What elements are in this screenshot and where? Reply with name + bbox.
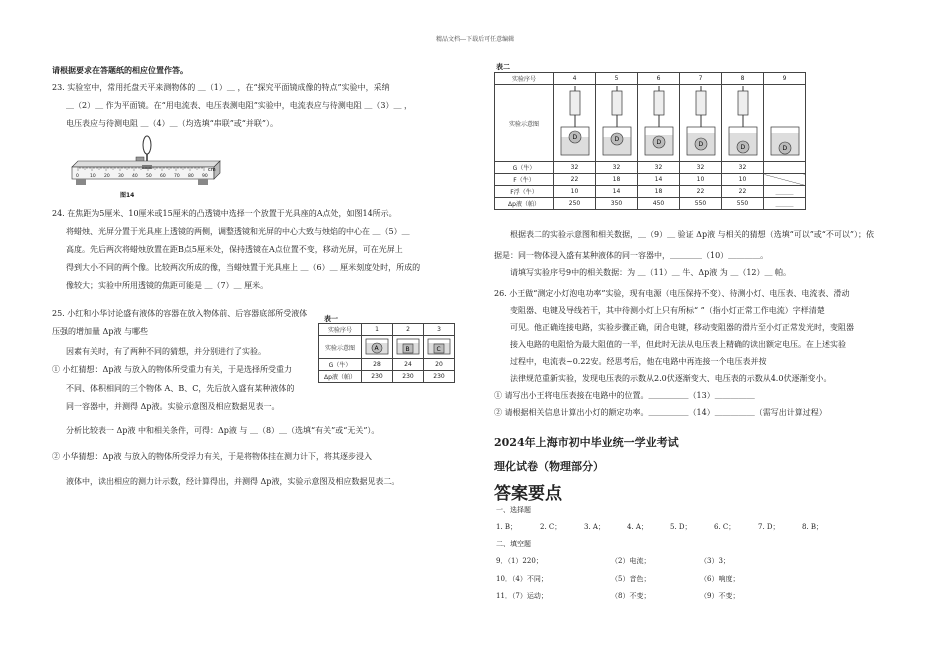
fill-9-2: （2）电流；	[611, 557, 651, 565]
table1	[318, 323, 455, 383]
t2-label-seq: 实验序号	[495, 73, 554, 85]
t2-g-7: 32	[680, 162, 722, 174]
q23-line2: ＿（2）＿ 作为平面镜。在“用电流表、电压表测电阻”实验中，电流表应与待测电阻 ＿（3）＿ ，	[66, 101, 412, 110]
t2-seq-8: 8	[722, 73, 764, 85]
t2-ff-6: 18	[638, 186, 680, 198]
t2-ff-8: 22	[722, 186, 764, 198]
q24-line3: 高度。先后两次将蜡烛放置在距B点5厘米处，保持透镜在A点位置不变，移动光屏，可在光屏上	[66, 245, 403, 254]
ruler-label: 80	[188, 174, 194, 179]
t1-seq-3: 3	[424, 324, 455, 336]
fill-10-3: （6）响度；	[700, 575, 740, 583]
q25-line5: 不同、体积相同的三个物体 A、B、C，先后放入盛有某种液体的	[66, 384, 295, 393]
t1-diagram-2	[393, 336, 424, 359]
t1-dp-2: 230	[393, 371, 424, 383]
page-header: 精品文档---下载后可任意编辑	[436, 36, 515, 43]
choice-2: 2. C；	[540, 523, 562, 531]
choice-1: 1. B；	[496, 523, 518, 531]
t1-seq-1: 1	[362, 324, 393, 336]
t2-ff-5: 14	[596, 186, 638, 198]
q25-line9: 液体中，读出相应的测力计示数，经计算得出，并测得 Δp液，实验示意图及相应数据见表二。	[66, 477, 400, 486]
t2-dp-6: 450	[638, 198, 680, 210]
q25-line8: ② 小华猜想：Δp液 与放入的物体所受浮力有关，于是将物体挂在测力计下，将其逐步浸入	[52, 452, 372, 461]
t2-diagram-5	[596, 85, 638, 162]
t2-dp-7: 550	[680, 198, 722, 210]
optical-bench-figure	[68, 135, 228, 203]
t1-diagram-1	[362, 336, 393, 359]
q26-line2: 变阻器、电键及导线若干，其中待测小灯上只有所标“ ”（指小灯正常工作电流）字样清楚	[510, 306, 825, 315]
q23-line1: 23. 实验室中，常用托盘天平来测物体的 ＿（1）＿ ，在“探究平面镜成像的特点”实验中，采纳	[52, 83, 390, 92]
q25-line1: 25. 小红和小华讨论盛有液体的容器在放入物体前、后容器底部所受液体	[52, 309, 308, 318]
right-line2: 据是：同一物体浸入盛有某种液体的同一容器中，＿＿＿＿（10）＿＿＿＿。	[494, 251, 769, 260]
fill-11-2: （8）不变；	[611, 592, 651, 600]
q26-line5: 过程中，电流表~0.22安。经思考后，他在电路中再连接一个电压表并按	[510, 357, 767, 366]
t1-label-g: G（牛）	[319, 359, 362, 371]
q24-line2: 将蜡烛、光屏分置于光具座上透镜的两侧，调整透镜和光屏的中心大致与烛焰的中心在 ＿（5）＿	[66, 227, 410, 236]
choice-8: 8. B；	[802, 523, 824, 531]
table2-caption: 表二	[496, 63, 510, 71]
t2-f-6: 14	[638, 174, 680, 186]
t2-diagram-7	[680, 85, 722, 162]
ruler-label: 70	[174, 174, 180, 179]
ruler-label: 50	[146, 174, 152, 179]
t2-seq-4: 4	[554, 73, 596, 85]
t2-dp-4: 250	[554, 198, 596, 210]
q23-line3: 电压表应与待测电阻 ＿（4）＿（均选填“串联”或“并联”）。	[66, 119, 278, 128]
ruler-label: 90	[202, 174, 208, 179]
t1-label-diagram: 实验示意图	[319, 336, 362, 359]
t2-dp-8: 550	[722, 198, 764, 210]
t2-f-8: 10	[722, 174, 764, 186]
right-line3: 请填写实验序号9中的相关数据：为 ＿（11）＿ 牛、Δp液 为 ＿（12）＿ 帕。	[510, 268, 792, 277]
choice-6: 6. C；	[714, 523, 736, 531]
t2-dp-5: 350	[596, 198, 638, 210]
t2-ff-7: 22	[680, 186, 722, 198]
fill-9-3: （3）3；	[700, 557, 730, 565]
q26-line7: ① 请写出小王将电压表接在电路中的位置。＿＿＿＿＿（13）＿＿＿＿＿	[494, 391, 755, 400]
t2-diagram-9	[764, 85, 806, 162]
t2-f-7: 10	[680, 174, 722, 186]
t2-label-g: G（牛）	[495, 162, 554, 174]
svg-text:D: D	[782, 145, 787, 152]
q24-line4: 得到大小不同的两个像。比较两次所成的像，当蜡烛置于光具座上 ＿（6）＿ 厘米刻度处时，所成的	[66, 263, 421, 272]
svg-text:D: D	[614, 136, 619, 143]
t2-g-6: 32	[638, 162, 680, 174]
fill-10-1: 10．（4）不同；	[496, 575, 548, 583]
q26-line4: 接入电路的电阻恰为最大阻值的一半，但此时无法从电压表上精确的读出额定电压。在上述实验	[510, 340, 846, 349]
t2-diagram-4	[554, 85, 596, 162]
t2-label-dp: Δp液（帕）	[495, 198, 554, 210]
section-fill-title: 二、填空题	[496, 540, 531, 548]
t2-diagram-8	[722, 85, 764, 162]
fill-9-1: 9．（1）220；	[496, 557, 543, 565]
q25-line3: 因素有关时，有了两种不同的猜想，并分别进行了实验。	[66, 347, 266, 356]
t1-label-dp: Δp液（帕）	[319, 371, 362, 383]
t2-label-f: F（牛）	[495, 174, 554, 186]
ruler-label: 60	[160, 174, 166, 179]
t2-label-ff: F浮（牛）	[495, 186, 554, 198]
figure-14-caption: 图14	[120, 192, 135, 199]
t2-f-9	[764, 174, 806, 186]
svg-text:D: D	[740, 144, 745, 151]
t2-ff-4: 10	[554, 186, 596, 198]
choice-7: 7. D；	[758, 523, 780, 531]
t2-seq-9: 9	[764, 73, 806, 85]
t1-g-1: 28	[362, 359, 393, 371]
answers-heading: 答案要点	[494, 484, 562, 504]
t2-g-8: 32	[722, 162, 764, 174]
ruler-label: 30	[118, 174, 124, 179]
q25-line4: ① 小红猜想：Δp液 与放入的物体所受重力有关，于是选择所受重力	[52, 365, 292, 374]
q24-line5: 像较大；实验中所用透镜的焦距可能是 ＿（7）＿ 厘米。	[66, 281, 269, 290]
t2-g-9	[764, 162, 806, 174]
t2-f-4: 22	[554, 174, 596, 186]
choice-4: 4. A；	[627, 523, 648, 531]
t1-g-2: 24	[393, 359, 424, 371]
t2-dp-9: ＿＿＿	[764, 198, 806, 210]
q25-line7: 分析比较表一 Δp液 中和相关条件，可得：Δp液 与 ＿（8）＿（选填“有关”或“无关”）。	[66, 426, 380, 435]
t2-label-diagram: 实验示意图	[495, 85, 554, 162]
q25-line2: 压强的增加量 Δp液 与哪些	[52, 327, 148, 336]
table2	[494, 72, 806, 210]
t1-object-c: C	[436, 346, 441, 353]
q26-line8: ② 请根据相关信息计算出小灯的额定功率。＿＿＿＿＿（14）＿＿＿＿＿（需写出计算过程）	[494, 408, 827, 417]
answers-title: 2024年上海市初中毕业统一学业考试	[494, 436, 679, 449]
svg-text:D: D	[656, 139, 661, 146]
t1-seq-2: 2	[393, 324, 424, 336]
q25-line6: 同一容器中，并测得 Δp液。实验示意图及相应数据见表一。	[66, 402, 280, 411]
t1-object-b: B	[405, 346, 410, 353]
t1-g-3: 20	[424, 359, 455, 371]
q26-line3: 可见。他正确连接电路，实验步骤正确，闭合电键，移动变阻器的滑片至小灯正常发光时，变阻器	[510, 323, 854, 332]
fill-11-1: 11．（7）运动；	[496, 592, 548, 600]
choice-3: 3. A；	[584, 523, 605, 531]
q26-line1: 26. 小王做“测定小灯泡电功率”实验，现有电源（电压保持不变）、待测小灯、电压表、电流表、滑动	[494, 289, 850, 298]
ruler-label: 0	[76, 174, 79, 179]
q24-line1: 24. 在焦距为5厘米、10厘米或15厘米的凸透镜中选择一个放置于光具座的A点处，如图14所示。	[52, 209, 397, 218]
right-line1: 根据表二的实验示意图和相关数据，＿（9）＿ 验证 Δp液 与相关的猜想（选填“可以”或“不可以”）；依	[510, 230, 874, 239]
t2-diagram-6	[638, 85, 680, 162]
section-choice-title: 一、选择题	[496, 506, 531, 514]
instruction: 请根据要求在答题纸的相应位置作答。	[52, 65, 188, 75]
t2-ff-9: ＿＿＿	[764, 186, 806, 198]
q26-line6: 法律规范重新实验，发现电压表的示数从2.0伏逐渐变大、电压表的示数从4.0伏逐渐变小。	[510, 374, 832, 383]
fill-11-3: （9）不变；	[700, 592, 740, 600]
table1-caption: 表一	[324, 315, 338, 323]
t1-dp-3: 230	[424, 371, 455, 383]
answers-subtitle: 理化试卷（物理部分）	[494, 460, 604, 473]
t1-label-seq: 实验序号	[319, 324, 362, 336]
t2-seq-7: 7	[680, 73, 722, 85]
ruler-label: 20	[104, 174, 110, 179]
ruler-unit: cm	[208, 167, 216, 173]
ruler-label: 10	[90, 174, 96, 179]
t1-dp-1: 230	[362, 371, 393, 383]
t2-seq-6: 6	[638, 73, 680, 85]
t2-f-5: 18	[596, 174, 638, 186]
svg-text:D: D	[698, 141, 703, 148]
t1-diagram-3	[424, 336, 455, 359]
t1-object-a: A	[374, 345, 379, 352]
t2-g-4: 32	[554, 162, 596, 174]
t2-g-5: 32	[596, 162, 638, 174]
t2-seq-5: 5	[596, 73, 638, 85]
fill-10-2: （5）音色；	[611, 575, 651, 583]
svg-text:D: D	[572, 134, 577, 141]
ruler-label: 40	[132, 174, 138, 179]
choice-5: 5. D；	[670, 523, 692, 531]
